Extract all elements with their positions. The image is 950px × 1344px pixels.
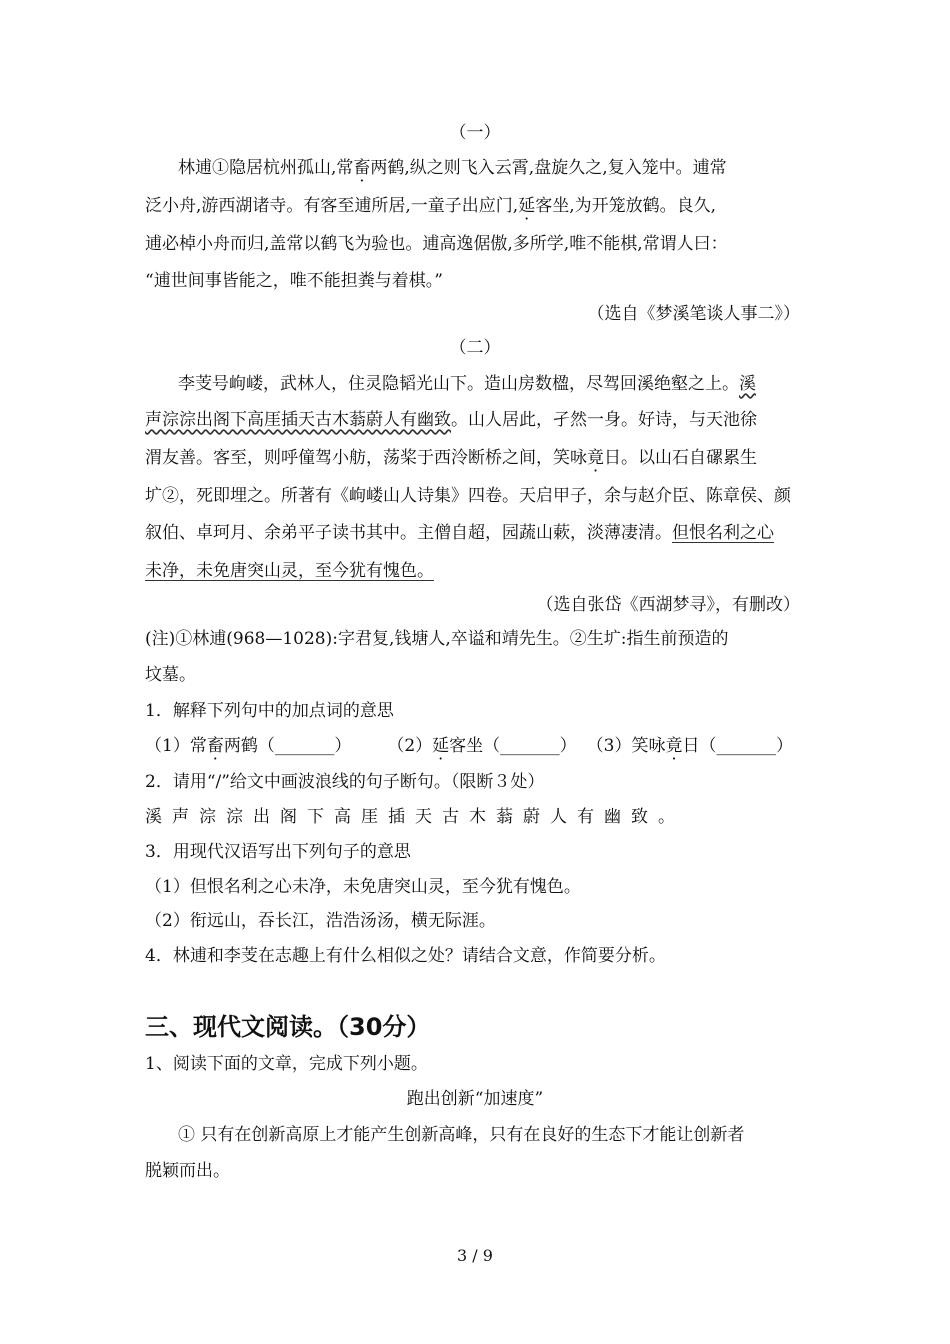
notes-line-2: 坟墓。	[145, 665, 196, 685]
question-3-item-1: （1）但恨名利之心未净，未免唐突山灵，至今犹有愧色。	[145, 877, 581, 897]
page-number: 3 / 9	[457, 1246, 493, 1265]
dotted-word: 延	[432, 736, 450, 756]
question-2: 2．请用“/”给文中画波浪线的句子断句。（限断３处）	[145, 772, 545, 792]
question-1: 1．解释下列句中的加点词的意思	[145, 701, 394, 721]
passage1-source: （选自《梦溪笔谈人事二》）	[587, 304, 800, 324]
dotted-word: 竟	[587, 448, 604, 468]
article-paragraph-1-line-1: ① 只有在创新高原上才能产生创新高峰，只有在良好的生态下才能让创新者	[178, 1125, 745, 1145]
question-3: 3．用现代汉语写出下列句子的意思	[145, 842, 411, 862]
question-1-item-1: （1）常畜两鹤（_______）	[145, 736, 352, 756]
question-2-text: 溪声淙淙出阁下高厓插天古木蓊蔚人有幽致。	[145, 807, 685, 827]
passage2-line-2: 声淙淙出阁下高厓插天古木蓊蔚人有幽致。山人居此，孑然一身。好诗，与天池徐	[145, 410, 757, 430]
passage1-line-4: “逋世间事皆能之，唯不能担粪与着棋。”	[145, 271, 443, 291]
notes-line-1: (注)①林逋(968—1028):字君复,钱塘人,卒谥和靖先生。②生圹:指生前预造的	[145, 629, 729, 649]
section-intro: 1、阅读下面的文章，完成下列小题。	[145, 1054, 428, 1074]
question-4: 4．林逋和李芰在志趣上有什么相似之处？请结合文意，作简要分析。	[145, 946, 666, 966]
article-paragraph-1-line-2: 脱颖而出。	[145, 1161, 230, 1181]
section-heading: 三、现代文阅读。（30分）	[145, 1013, 431, 1041]
passage2-line-6: 未净，未免唐突山灵，至今犹有愧色。	[145, 561, 434, 581]
article-title: 跑出创新“加速度”	[406, 1089, 544, 1109]
question-1-items	[145, 735, 815, 757]
question-1-item-2: （2）延客坐（_______）	[387, 736, 577, 756]
passage2-source: （选自张岱《西湖梦寻》，有删改）	[536, 595, 800, 615]
passage1-heading: （一）	[449, 123, 501, 143]
passage1-line-1: 林逋①隐居杭州孤山,常畜两鹤,纵之则飞入云霄,盘旋久之,复入笼中。逋常	[178, 158, 727, 178]
passage2-line-1: 李芰号岣嵝，武林人，住灵隐韬光山下。造山房数楹，尽驾回溪绝壑之上。溪	[178, 374, 756, 394]
passage1-line-2: 泛小舟,游西湖诸寺。有客至逋所居,一童子出应门,延客坐,为开笼放鹤。良久,	[145, 196, 717, 216]
passage2-line-3: 渭友善。客至，则呼僮驾小舫，荡桨于西泠断桥之间，笑咏竟日。以山石自磥累生	[145, 448, 757, 468]
passage2-heading: （二）	[449, 338, 501, 358]
question-1-item-3: （3）笑咏竟日（_______）	[586, 736, 793, 756]
dotted-word: 竟	[665, 736, 683, 756]
passage2-line-5: 叙伯、卓珂月、余弟平子读书其中。主僧自超，园蔬山蔌，淡薄凄清。但恨名利之心	[145, 523, 774, 543]
question-3-item-2: （2）衔远山，吞长江，浩浩汤汤，横无际涯。	[145, 911, 496, 931]
dotted-word: 畜	[206, 736, 224, 756]
dotted-word: 畜	[353, 158, 371, 178]
passage1-line-3: 逋必棹小舟而归,盖常以鹤飞为验也。逋高逸倨傲,多所学,唯不能棋,常谓人曰：	[145, 234, 728, 254]
dotted-word: 延	[518, 196, 536, 216]
passage2-line-4: 圹②，死即埋之。所著有《岣嵝山人诗集》四卷。天启甲子，余与赵介臣、陈章侯、颜	[145, 486, 791, 506]
